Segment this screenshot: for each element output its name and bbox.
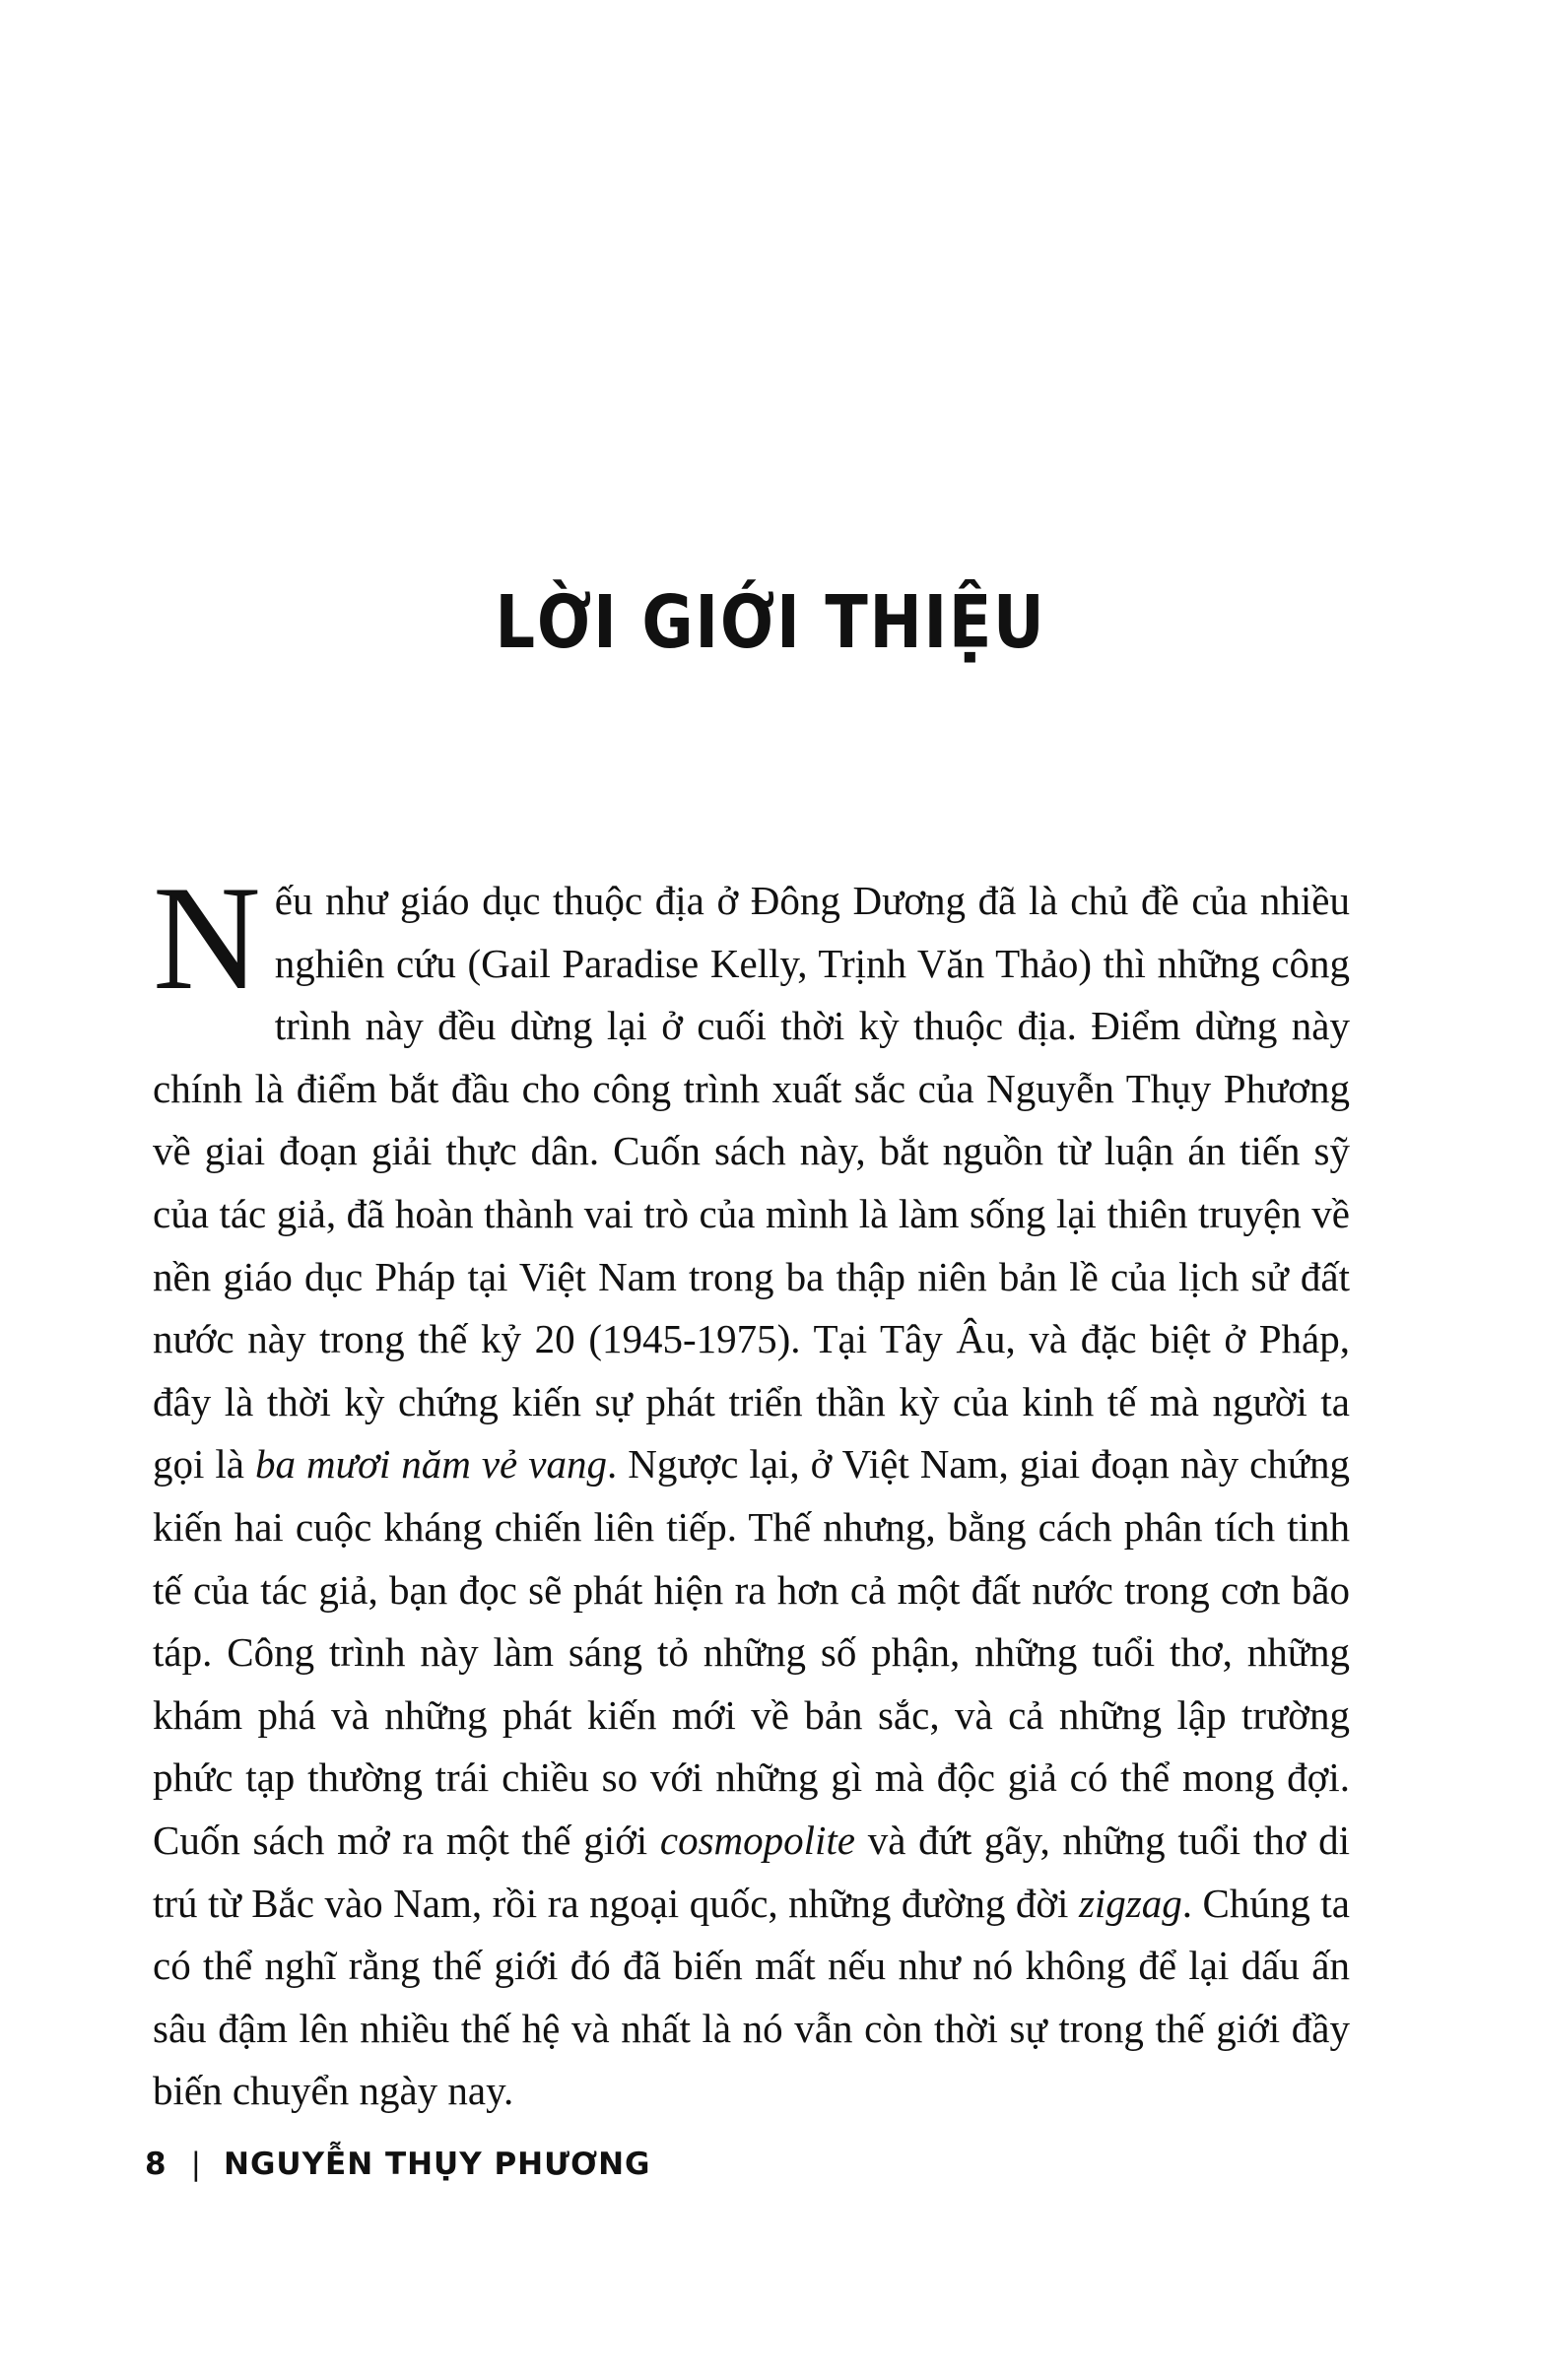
italic-phrase-1: ba mươi năm vẻ vang xyxy=(255,1441,607,1488)
page-footer xyxy=(145,2149,651,2180)
footer-separator: | xyxy=(190,2147,203,2182)
footer-author: NGUYỄN THỤY PHƯƠNG xyxy=(224,2147,651,2182)
paragraph-text-4: . Chúng ta có thể nghĩ rằng thế giới đó đã biến mất nếu như nó không để lại dấu ấn sâu đậm lên nhiều thế hệ và nhất là nó vẫn còn thời sự trong thế giới đầy biến chuyển ngày nay. xyxy=(153,1880,1350,2114)
paragraph-text-2: . Ngược lại, ở Việt Nam, giai đoạn này chứng kiến hai cuộc kháng chiến liên tiếp. Thế nhưng, bằng cách phân tích tinh tế của tác giả, bạn đọc sẽ phát hiện ra hơn cả một đất nước trong cơn bão táp. Công trình này làm sáng tỏ những số phận, những tuổi thơ, những khám phá và những phát kiến mới về bản sắc, và cả những lập trường phức tạp thường trái chiều so với những gì mà độc giả có thể mong đợi. Cuốn sách mở ra một thế giới xyxy=(153,1441,1351,1863)
italic-phrase-2: cosmopolite xyxy=(659,1817,856,1863)
page-title: LỜI GIỚI THIỆU xyxy=(495,579,1046,665)
drop-cap-letter: N xyxy=(153,855,261,1021)
paragraph-text-1: ếu như giáo dục thuộc địa ở Đông Dương đã là chủ đề của nhiều nghiên cứu (Gail Paradise Kelly, Trịnh Văn Thảo) thì những công trình này đều dừng lại ở cuối thời kỳ thuộc địa. Điểm dừng này chính là điểm bắt đầu cho công trình xuất sắc của Nguyễn Thụy Phương về giai đoạn giải thực dân. Cuốn sách này, bắt nguồn từ luận án tiến sỹ của tác giả, đã hoàn thành vai trò của mình là làm sống lại thiên truyện về nền giáo dục Pháp tại Việt Nam trong ba thập niên bản lề của lịch sử đất nước này trong thế kỷ 20 (1945-1975). Tại Tây Âu, và đặc biệt ở Pháp, đây là thời kỳ chứng kiến sự phát triển thần kỳ của kinh tế mà người ta gọi là xyxy=(153,878,1350,1488)
italic-phrase-3: zigzag xyxy=(1078,1880,1182,1926)
page-number: 8 xyxy=(145,2147,168,2182)
paragraph-text-3: và đứt gãy, những tuổi thơ di trú từ Bắc vào Nam, rồi ra ngoại quốc, những đường đời xyxy=(153,1817,1350,1926)
intro-paragraph xyxy=(153,855,1351,2123)
